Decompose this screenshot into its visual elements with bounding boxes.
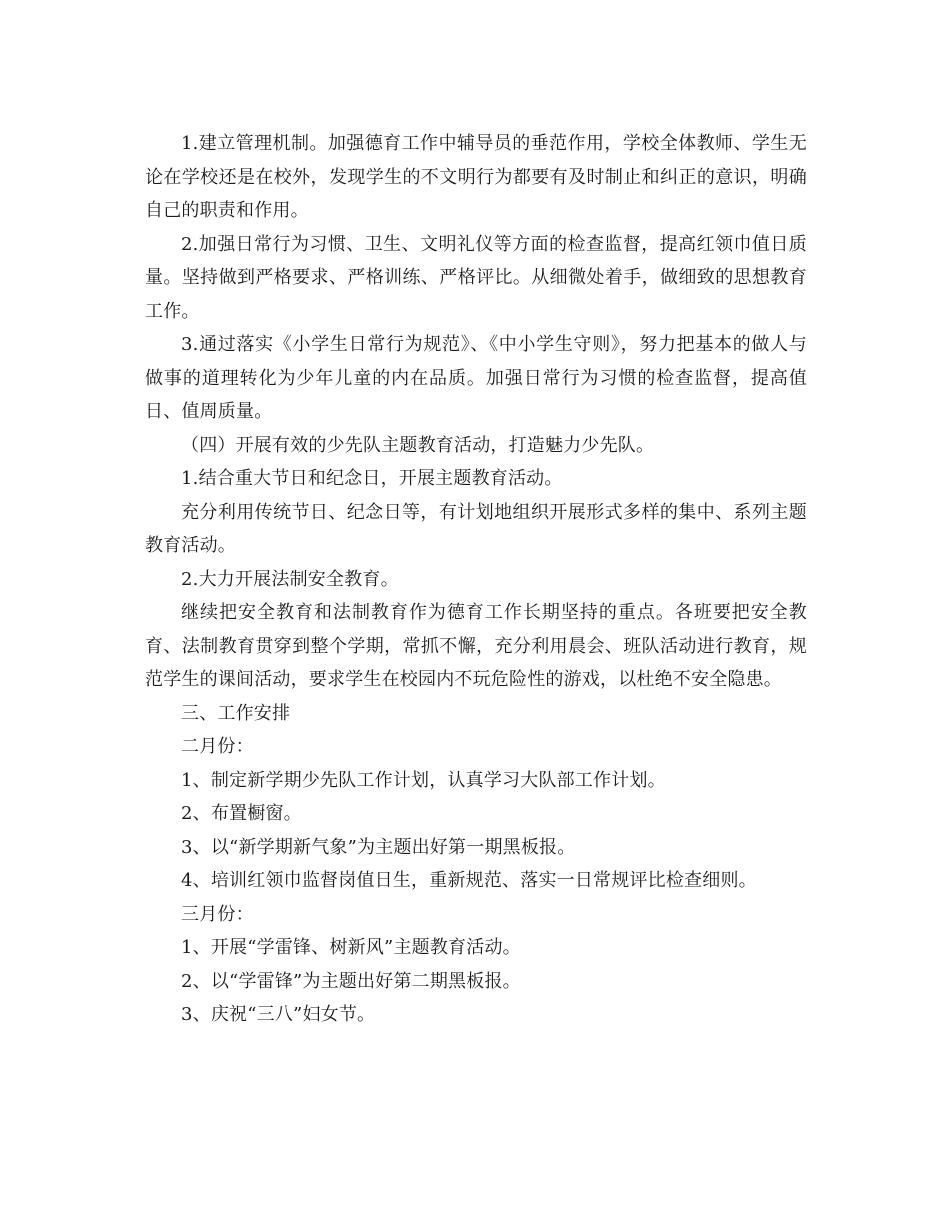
list-item-march-2: 2、以“学雷锋”为主题出好第二期黑板报。	[181, 970, 521, 992]
section-heading-four: （四）开展有效的少先队主题教育活动，打造魅力少先队。	[181, 434, 655, 456]
list-item-march-1: 1、开展“学雷锋、树新风”主题教育活动。	[181, 937, 521, 958]
section-heading-work-schedule: 三、工作安排	[181, 702, 291, 724]
list-item-february-2: 2、布置橱窗。	[181, 803, 302, 824]
paragraph-festival-detail: 充分利用传统节日、纪念日等，有计划地组织开展形式多样的集中、系列主题教育活动。	[145, 501, 807, 556]
paragraph-management-mechanism: 1.建立管理机制。加强德育工作中辅导员的垂范作用，学校全体教师、学生无论在学校还是在校外，发现学生的不文明行为都要有及时制止和纠正的意识，明确自己的职责和作用。	[145, 133, 807, 221]
paragraph-norms-implementation: 3.通过落实《小学生日常行为规范》、《中小学生守则》，努力把基本的做人与做事的道理转化为少年儿童的内在品质。加强日常行为习惯的检查监督，提高值日、值周质量。	[145, 334, 807, 422]
document-body	[145, 127, 807, 1032]
month-heading-march: 三月份：	[181, 903, 254, 925]
list-item-february-1: 1、制定新学期少先队工作计划，认真学习大队部工作计划。	[181, 769, 666, 791]
list-item-february-4: 4、培训红领巾监督岗值日生，重新规范、落实一日常规评比检查细则。	[181, 870, 757, 891]
list-item-march-3: 3、庆祝“三八”妇女节。	[181, 1004, 376, 1025]
paragraph-daily-behavior: 2.加强日常行为习惯、卫生、文明礼仪等方面的检查监督，提高红领巾值日质量。坚持做到严格要求、严格训练、严格评比。从细微处着手，做细致的思想教育工作。	[145, 233, 807, 322]
list-item-february-3: 3、以“新学期新气象”为主题出好第一期黑板报。	[181, 836, 576, 858]
paragraph-legal-safety: 2.大力开展法制安全教育。	[181, 568, 399, 590]
month-heading-february: 二月份：	[181, 736, 254, 757]
paragraph-legal-safety-detail: 继续把安全教育和法制教育作为德育工作长期坚持的重点。各班要把安全教育、法制教育贯穿到整个学期，常抓不懈，充分利用晨会、班队活动进行教育，规范学生的课间活动，要求学生在校园内不玩危险性的游戏，以杜绝不安全隐患。	[145, 602, 807, 690]
paragraph-festival-activities: 1.结合重大节日和纪念日，开展主题教育活动。	[181, 468, 563, 489]
